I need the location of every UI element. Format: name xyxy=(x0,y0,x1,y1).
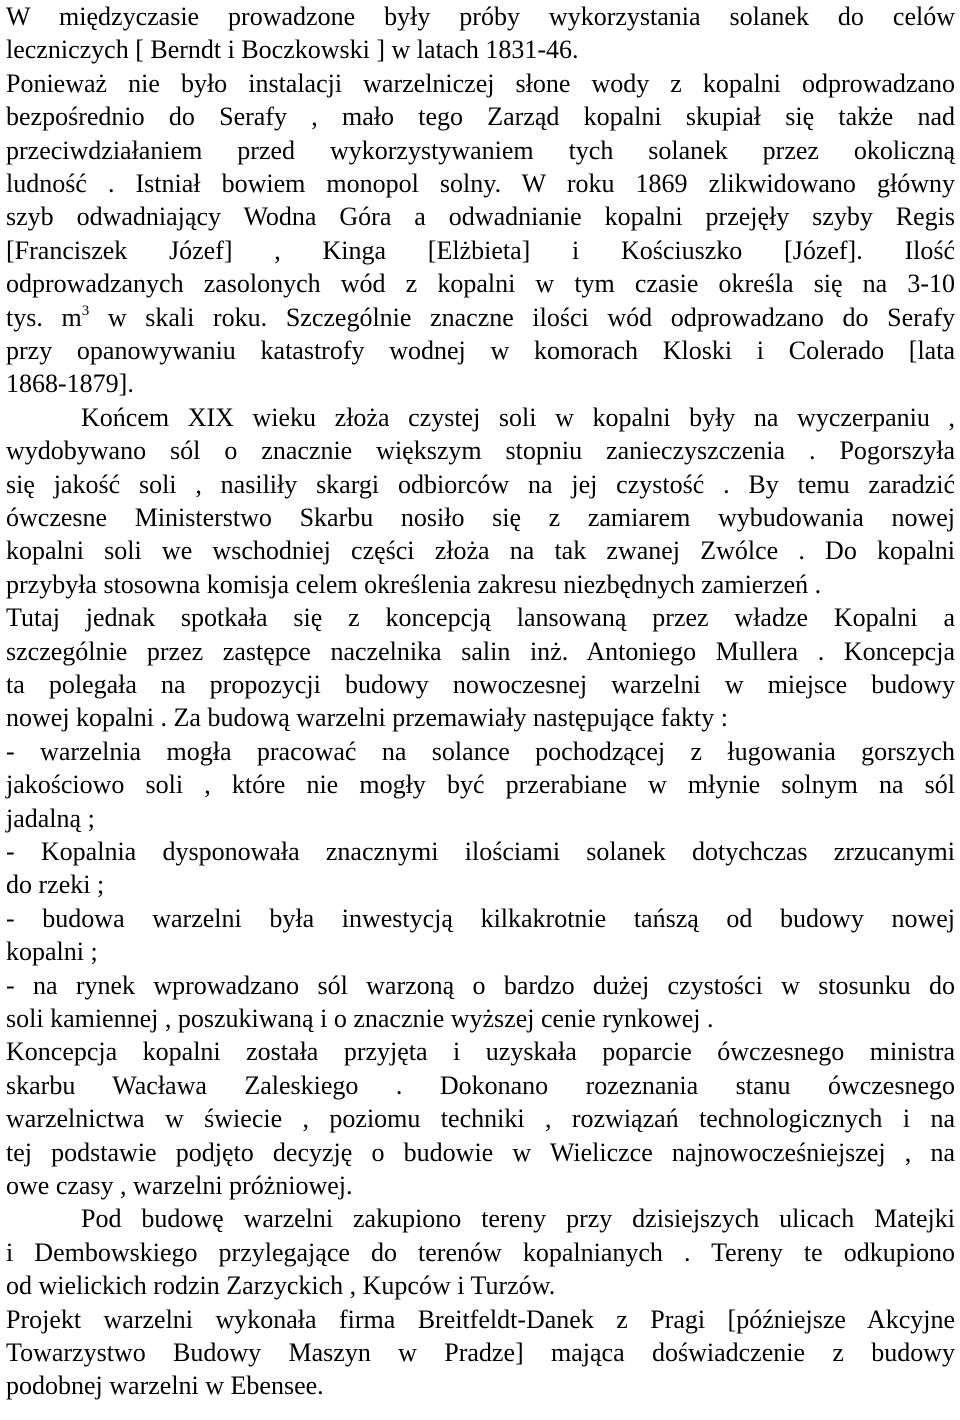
text-line: Towarzystwo Budowy Maszyn w Pradze] mająca doświadczenie z budowy xyxy=(6,1338,955,1367)
text-line: ludność . Istniał bowiem monopol solny. W roku 1869 zlikwidowano główny xyxy=(6,169,955,198)
text-line: i Dembowskiego przylegające do terenów kopalnianych . Tereny te odkupiono xyxy=(6,1237,955,1267)
superscript: 3 xyxy=(81,302,90,319)
text-line: Pod budowę warzelni zakupiono tereny przy dzisiejszych ulicach Matejki xyxy=(81,1204,955,1234)
text-line: odprowadzanych zasolonych wód z kopalni w tym czasie określa się na 3-10 xyxy=(6,269,955,299)
text-line: się jakość soli , nasiliły skargi odbiorców na jej czystość . By temu zaradzić xyxy=(6,469,955,499)
text-line: jakościowo soli , które nie mogły być przerabiane w młynie solnym na sól xyxy=(6,770,955,800)
text-line: leczniczych [ Berndt i Boczkowski ] w latach 1831-46. xyxy=(6,35,579,65)
text-line: bezpośrednio do Serafy , mało tego Zarząd kopalni skupiał się także nad xyxy=(6,102,955,132)
line-text-post: w skali roku. Szczególnie znaczne ilości wód odprowadzano do Serafy xyxy=(89,302,955,332)
text-line: - Kopalnia dysponowała znacznymi ilościami solanek dotychczas zrzucanymi xyxy=(6,837,955,866)
text-line: ta polegała na propozycji budowy nowoczesnej warzelni w miejsce budowy xyxy=(6,670,955,699)
text-line: soli kamiennej , poszukiwaną i o znacznie wyższej cenie rynkowej . xyxy=(6,1004,714,1033)
text-line: - na rynek wprowadzano sól warzoną o bardzo dużej czystości w stosunku do xyxy=(6,970,955,1000)
text-line: Końcem XIX wieku złoża czystej soli w kopalni były na wyczerpaniu , xyxy=(81,402,955,432)
text-line: wydobywano sól o znacznie większym stopniu zanieczyszczenia . Pogorszyła xyxy=(6,436,955,466)
text-line: przeciwdziałaniem przed wykorzystywaniem tych solanek przez okoliczną xyxy=(6,135,955,165)
text-line: 1868-1879]. xyxy=(6,369,134,399)
text-line: skarbu Wacława Zaleskiego . Dokonano rozeznania stanu ówczesnego xyxy=(6,1070,955,1100)
text-line: [Franciszek Józef] , Kinga [Elżbieta] i Kościuszko [Józef]. Ilość xyxy=(6,235,955,265)
text-line: warzelnictwa w świecie , poziomu techniki , rozwiązań technologicznych i na xyxy=(6,1104,955,1134)
text-line: kopalni ; xyxy=(6,937,98,967)
text-line: - budowa warzelni była inwestycją kilkakrotnie tańszą od budowy nowej xyxy=(6,903,955,933)
text-line: przybyła stosowna komisja celem określenia zakresu niezbędnych zamierzeń . xyxy=(6,569,822,599)
text-line: szczególnie przez zastępce naczelnika salin inż. Antoniego Mullera . Koncepcja xyxy=(6,636,955,666)
text-line: podobnej warzelni w Ebensee. xyxy=(6,1371,324,1401)
text-line: ówczesne Ministerstwo Skarbu nosiło się z zamiarem wybudowania nowej xyxy=(6,503,955,532)
text-line: od wielickich rodzin Zarzyckich , Kupców i Turzów. xyxy=(6,1271,556,1301)
text-line xyxy=(6,301,955,334)
text-line: tej podstawie podjęto decyzję o budowie w Wieliczce najnowocześniejszej , na xyxy=(6,1137,955,1167)
text-line: Projekt warzelni wykonała firma Breitfeldt-Danek z Pragi [późniejsze Akcyjne xyxy=(6,1304,955,1334)
line-text-pre: tys. m xyxy=(6,302,82,332)
text-line: przy opanowywaniu katastrofy wodnej w komorach Kloski i Colerado [lata xyxy=(6,336,955,365)
text-line: owe czasy , warzelni próżniowej. xyxy=(6,1171,353,1200)
text-line: Tutaj jednak spotkała się z koncepcją lansowaną przez władze Kopalni a xyxy=(6,603,955,633)
text-line: szyb odwadniający Wodna Góra a odwadnianie kopalni przejęły szyby Regis xyxy=(6,202,955,232)
text-line: Ponieważ nie było instalacji warzelniczej słone wody z kopalni odprowadzano xyxy=(6,68,955,98)
text-line: jadalną ; xyxy=(6,803,95,833)
text-line: Koncepcja kopalni została przyjęta i uzyskała poparcie ówczesnego ministra xyxy=(6,1037,955,1067)
text-line: - warzelnia mogła pracować na solance pochodzącej z ługowania gorszych xyxy=(6,736,955,766)
text-line: do rzeki ; xyxy=(6,870,105,900)
text-line: nowej kopalni . Za budową warzelni przemawiały następujące fakty : xyxy=(6,703,728,733)
text-line: W międzyczasie prowadzone były próby wykorzystania solanek do celów xyxy=(6,2,955,31)
text-line: kopalni soli we wschodniej części złoża na tak zwanej Zwólce . Do kopalni xyxy=(6,536,955,566)
